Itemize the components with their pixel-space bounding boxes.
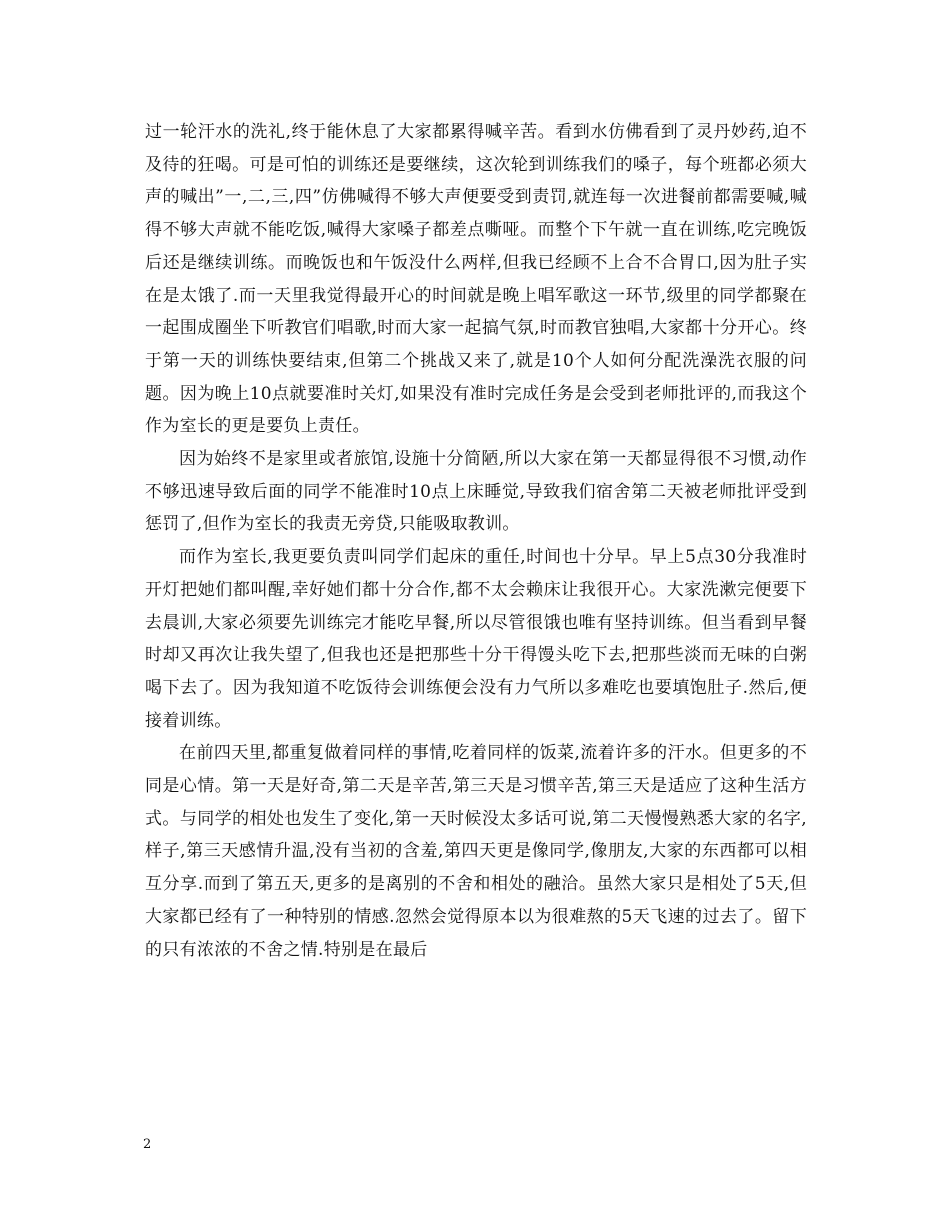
body-text [145,116,807,966]
paragraph-4: 在前四天里,都重复做着同样的事情,吃着同样的饭菜,流着许多的汗水。但更多的不同是心情。第一天是好奇,第二天是辛苦,第三天是习惯辛苦,第三天是适应了这种生活方式。与同学的相处也发生了变化,第一天时候没太多话可说,第二天慢慢熟悉大家的名字,样子,第三天感情升温,没有当初的含羞,第四天更是像同学,像朋友,大家的东西都可以相互分享.而到了第五天,更多的是离别的不舍和相处的融洽。虽然大家只是相处了5天,但大家都已经有了一种特别的情感.忽然会觉得原本以为很难熬的5天飞速的过去了。留下的只有浓浓的不舍之情.特别是在最后 [145,743,807,960]
paragraph-1: 过一轮汗水的洗礼,终于能休息了大家都累得喊辛苦。看到水仿佛看到了灵丹妙药,迫不及待的狂喝。可是可怕的训练还是要继续，这次轮到训练我们的嗓子，每个班都必须大声的喊出”一,二,三,四”仿佛喊得不够大声便要受到责罚,就连每一次进餐前都需要喊,喊得不够大声就不能吃饭,喊得大家嗓子都差点嘶哑。而整个下午就一直在训练,吃完晚饭后还是继续训练。而晚饭也和午饭没什么两样,但我已经顾不上合不合胃口,因为肚子实在是太饿了.而一天里我觉得最开心的时间就是晚上唱军歌这一环节,级里的同学都聚在一起围成圈坐下听教官们唱歌,时而大家一起搞气氛,时而教官独唱,大家都十分开心。终于第一天的训练快要结束,但第二个挑战又来了,就是10个人如何分配洗澡洗衣服的问题。因为晚上10点就要准时关灯,如果没有准时完成任务是会受到老师批评的,而我这个作为室长的更是要负上责任。 [145,122,807,437]
page-number: 2 [143,1137,152,1152]
paragraph-3: 而作为室长,我更要负责叫同学们起床的重任,时间也十分早。早上5点30分我准时开灯把她们都叫醒,幸好她们都十分合作,都不太会赖床让我很开心。大家洗漱完便要下去晨训,大家必须要先训练完才能吃早餐,所以尽管很饿也唯有坚持训练。但当看到早餐时却又再次让我失望了,但我也还是把那些十分干得馒头吃下去,把那些淡而无味的白粥喝下去了。因为我知道不吃饭待会训练便会没有力气所以多难吃也要填饱肚子.然后,便接着训练。 [145,547,807,731]
paragraph-2: 因为始终不是家里或者旅馆,设施十分简陋,所以大家在第一天都显得很不习惯,动作不够迅速导致后面的同学不能准时10点上床睡觉,导致我们宿舍第二天被老师批评受到惩罚了,但作为室长的我责无旁贷,只能吸取教训。 [145,449,807,535]
